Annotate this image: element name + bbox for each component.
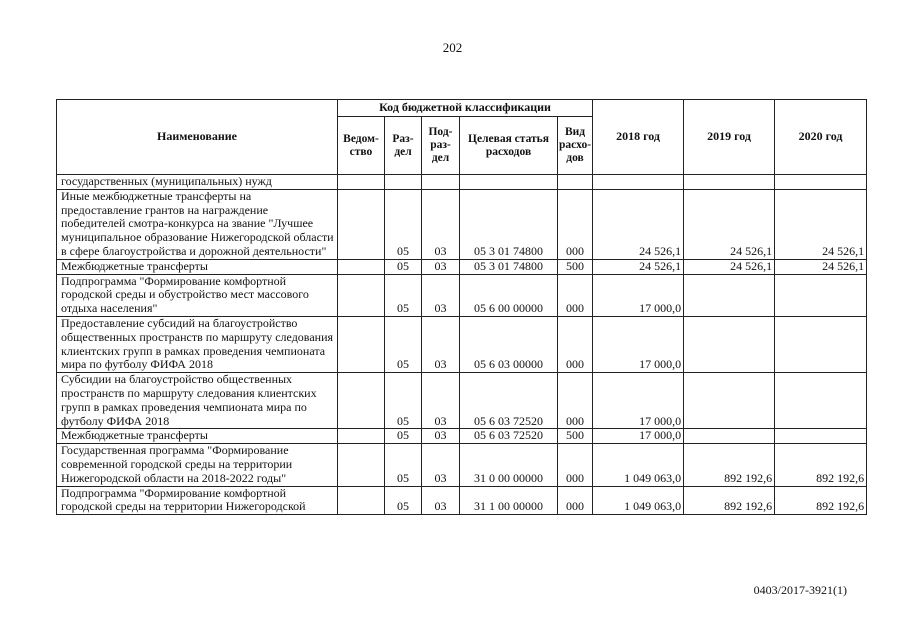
row-razdel: 05 [385,259,422,274]
row-razdel [385,175,422,190]
row-name: государственных (муниципальных) нужд [57,175,338,190]
table-row [57,259,867,274]
row-podrazdel: 03 [422,373,460,429]
row-vid-rashodov: 000 [558,444,593,486]
row-vedomstvo [338,259,385,274]
table-body [57,175,867,515]
row-celevaya-statya: 05 6 03 72520 [460,429,558,444]
row-name: Подпрограмма "Формирование комфортной городской среды на территории Нижегородской [57,486,338,515]
row-amount-2020 [775,316,867,372]
row-podrazdel: 03 [422,274,460,316]
row-amount-2018: 24 526,1 [593,189,684,259]
row-amount-2020: 892 192,6 [775,444,867,486]
table-row [57,316,867,372]
row-podrazdel: 03 [422,486,460,515]
document-code: 0403/2017-3921(1) [753,583,847,597]
row-vid-rashodov: 000 [558,316,593,372]
row-name: Межбюджетные трансферты [57,429,338,444]
row-razdel: 05 [385,274,422,316]
row-vedomstvo [338,373,385,429]
row-vedomstvo [338,189,385,259]
table-row [57,373,867,429]
row-vedomstvo [338,274,385,316]
row-vid-rashodov: 000 [558,274,593,316]
row-amount-2018: 17 000,0 [593,373,684,429]
row-vid-rashodov: 000 [558,373,593,429]
row-amount-2020 [775,373,867,429]
header-name: Наименование [57,100,338,175]
row-amount-2020: 24 526,1 [775,259,867,274]
header-vid-rashodov: Вид расхо-дов [558,117,593,175]
row-vid-rashodov: 000 [558,189,593,259]
row-celevaya-statya: 05 6 03 72520 [460,373,558,429]
row-vedomstvo [338,429,385,444]
table-row [57,274,867,316]
table-row [57,444,867,486]
row-vid-rashodov: 000 [558,486,593,515]
row-name: Межбюджетные трансферты [57,259,338,274]
row-vid-rashodov [558,175,593,190]
row-razdel: 05 [385,444,422,486]
row-name: Предоставление субсидий на благоустройство общественных пространств по маршруту следования клиентских групп в рамках проведения чемпионата мира по футболу ФИФА 2018 [57,316,338,372]
row-amount-2019: 24 526,1 [684,259,775,274]
row-podrazdel: 03 [422,429,460,444]
header-celevaya-statya: Целевая статья расходов [460,117,558,175]
header-razdel: Раз-дел [385,117,422,175]
row-amount-2018: 17 000,0 [593,316,684,372]
row-amount-2019: 24 526,1 [684,189,775,259]
row-celevaya-statya: 05 3 01 74800 [460,189,558,259]
row-amount-2018 [593,175,684,190]
row-vedomstvo [338,175,385,190]
row-amount-2019 [684,175,775,190]
row-name: Подпрограмма "Формирование комфортной городской среды и обустройство мест массового отдыха населения" [57,274,338,316]
row-amount-2020: 24 526,1 [775,189,867,259]
row-amount-2019 [684,274,775,316]
row-vedomstvo [338,444,385,486]
row-celevaya-statya: 05 3 01 74800 [460,259,558,274]
row-razdel: 05 [385,429,422,444]
row-amount-2019 [684,429,775,444]
row-vedomstvo [338,486,385,515]
row-podrazdel: 03 [422,189,460,259]
row-razdel: 05 [385,486,422,515]
row-amount-2018: 17 000,0 [593,429,684,444]
row-amount-2018: 1 049 063,0 [593,486,684,515]
header-vedomstvo: Ведом-ство [338,117,385,175]
table-row [57,486,867,515]
header-year-2020: 2020 год [775,100,867,175]
row-celevaya-statya [460,175,558,190]
row-amount-2020 [775,429,867,444]
row-podrazdel: 03 [422,316,460,372]
row-amount-2020: 892 192,6 [775,486,867,515]
row-amount-2018: 17 000,0 [593,274,684,316]
row-amount-2019 [684,373,775,429]
table-row [57,189,867,259]
header-budget-classification: Код бюджетной классификации [338,100,593,117]
row-celevaya-statya: 05 6 00 00000 [460,274,558,316]
row-amount-2019: 892 192,6 [684,486,775,515]
page-number: 202 [442,40,463,55]
header-year-2019: 2019 год [684,100,775,175]
row-celevaya-statya: 05 6 03 00000 [460,316,558,372]
row-vid-rashodov: 500 [558,259,593,274]
row-razdel: 05 [385,316,422,372]
row-podrazdel [422,175,460,190]
row-podrazdel: 03 [422,444,460,486]
row-vedomstvo [338,316,385,372]
table-row [57,175,867,190]
row-celevaya-statya: 31 0 00 00000 [460,444,558,486]
row-name: Иные межбюджетные трансферты на предоставление грантов на награждение победителей смотра-конкурса на звание "Лучшее муниципальное образование Нижегородской области в сфере благоустройства и дорожной деятельности" [57,189,338,259]
row-name: Государственная программа "Формирование современной городской среды на территории Нижегородской области на 2018-2022 годы" [57,444,338,486]
row-amount-2019 [684,316,775,372]
row-name: Субсидии на благоустройство общественных пространств по маршруту следования клиентских групп в рамках проведения чемпионата мира по футболу ФИФА 2018 [57,373,338,429]
row-amount-2019: 892 192,6 [684,444,775,486]
row-vid-rashodov: 500 [558,429,593,444]
row-celevaya-statya: 31 1 00 00000 [460,486,558,515]
budget-table [56,99,867,515]
row-amount-2020 [775,175,867,190]
row-razdel: 05 [385,189,422,259]
row-podrazdel: 03 [422,259,460,274]
row-amount-2018: 24 526,1 [593,259,684,274]
table-row [57,429,867,444]
header-podrazdel: Под-раз-дел [422,117,460,175]
header-year-2018: 2018 год [593,100,684,175]
row-amount-2018: 1 049 063,0 [593,444,684,486]
row-amount-2020 [775,274,867,316]
row-razdel: 05 [385,373,422,429]
